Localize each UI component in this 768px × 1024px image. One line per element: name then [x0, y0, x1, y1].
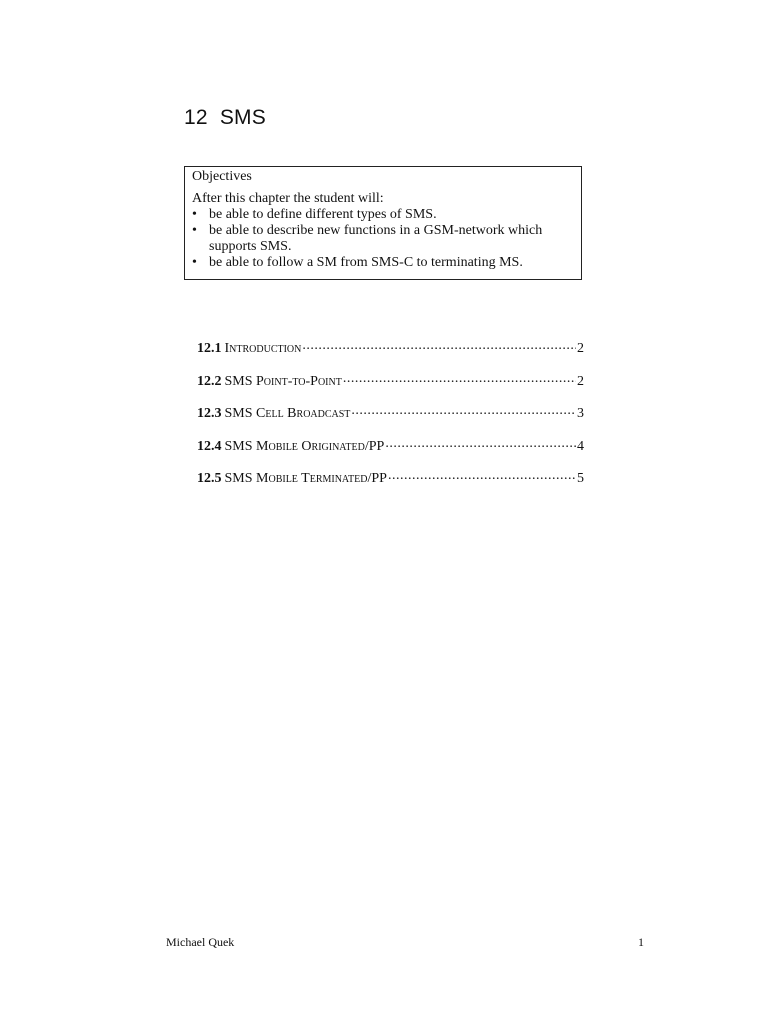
table-of-contents	[197, 338, 584, 501]
objective-text: be able to define different types of SMS.	[209, 207, 437, 222]
toc-page-number: 2	[577, 341, 584, 356]
objectives-list	[192, 207, 574, 271]
objectives-intro: After this chapter the student will:	[192, 191, 384, 206]
objective-item	[192, 207, 574, 223]
toc-section-title: SMS Point-to-Point	[224, 373, 342, 389]
objective-text: be able to describe new functions in a GSM-network which supports SMS.	[209, 223, 543, 254]
toc-section-number: 12.3	[197, 406, 222, 421]
bullet-icon: •	[192, 207, 197, 222]
objectives-heading: Objectives	[192, 169, 252, 184]
toc-entry-mobile-terminated[interactable]	[197, 468, 584, 489]
toc-section-title: Introduction	[224, 341, 302, 356]
toc-entry-cell-broadcast[interactable]	[197, 403, 584, 424]
toc-entry-introduction[interactable]	[197, 338, 584, 359]
toc-leader-dots	[388, 468, 576, 482]
toc-section-title: SMS Mobile Originated/PP	[224, 438, 385, 454]
footer-author: Michael Quek	[166, 935, 235, 949]
toc-section-number: 12.4	[197, 438, 222, 454]
toc-section-title: SMS Cell Broadcast	[224, 406, 351, 421]
chapter-title	[184, 106, 266, 130]
chapter-title-text: SMS	[219, 106, 266, 129]
toc-leader-dots	[385, 436, 576, 450]
toc-entry-mobile-originated[interactable]	[197, 436, 584, 457]
toc-page-number: 5	[577, 471, 584, 486]
objective-text: be able to follow a SM from SMS-C to terminating MS.	[209, 255, 523, 270]
bullet-icon: •	[192, 223, 197, 238]
toc-section-number: 12.5	[197, 471, 222, 486]
toc-page-number: 3	[577, 406, 584, 421]
footer-page-number: 1	[638, 935, 644, 949]
objective-item	[192, 223, 574, 255]
objective-item	[192, 255, 574, 271]
chapter-number: 12	[184, 106, 208, 129]
toc-section-title: SMS Mobile Terminated/PP	[224, 471, 387, 486]
toc-leader-dots	[351, 403, 576, 417]
toc-section-number: 12.2	[197, 373, 222, 389]
toc-leader-dots	[343, 371, 576, 385]
toc-entry-point-to-point[interactable]	[197, 371, 584, 392]
objectives-box	[184, 166, 582, 280]
bullet-icon: •	[192, 255, 197, 270]
toc-section-number: 12.1	[197, 341, 222, 356]
toc-leader-dots	[302, 338, 576, 352]
toc-page-number: 2	[577, 373, 584, 389]
toc-page-number: 4	[577, 438, 584, 454]
